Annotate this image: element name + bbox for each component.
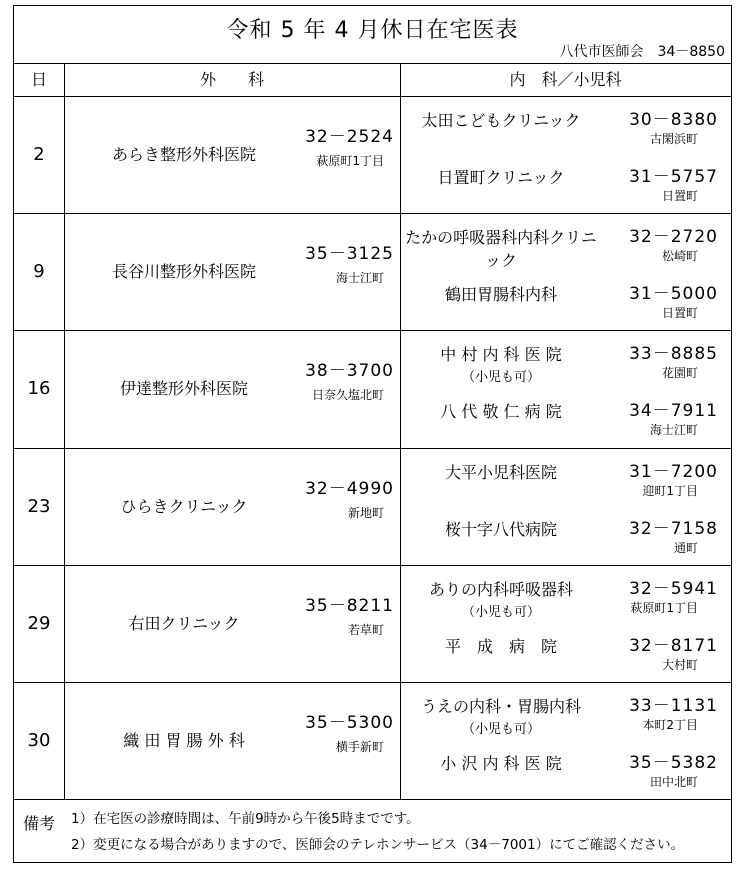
internal-clinic-phone: 31－7200 bbox=[629, 461, 718, 482]
surgery-clinic-name: 伊達整形外科医院 bbox=[119, 379, 248, 399]
day-number: 23 bbox=[27, 495, 51, 517]
day-number: 16 bbox=[27, 378, 51, 400]
internal-clinic-name: 大平小児科医院 bbox=[444, 462, 557, 482]
internal-clinic-address: 日置町 bbox=[661, 189, 698, 203]
internal-clinic-phone: 32－8171 bbox=[629, 635, 718, 656]
internal-clinic-phone: 34－7911 bbox=[629, 401, 718, 422]
internal-clinic-name: 八 代 敬 仁 病 院 bbox=[440, 402, 562, 422]
surgery-clinic-name: 長谷川整形外科医院 bbox=[111, 262, 256, 282]
surgery-clinic-address: 若草町 bbox=[347, 622, 384, 637]
title-row bbox=[14, 6, 731, 64]
internal-clinic-phone: 33－1131 bbox=[629, 696, 718, 716]
internal-clinic-phone: 35－5382 bbox=[629, 753, 718, 773]
note-1: 1）在宅医の診療時間は、午前9時から午後5時までです。 bbox=[71, 811, 420, 827]
surgery-clinic-address: 新地町 bbox=[347, 505, 384, 520]
internal-clinic-address: 大村町 bbox=[661, 657, 698, 672]
internal-clinic-name: 桜十字八代病院 bbox=[444, 519, 557, 539]
table-row bbox=[14, 565, 731, 683]
internal-clinic-name: 中 村 内 科 医 院 bbox=[440, 345, 562, 365]
internal-clinic-address: 迎町1丁目 bbox=[642, 483, 698, 498]
day-number: 9 bbox=[33, 261, 45, 283]
surgery-clinic-name: 右田クリニック bbox=[128, 613, 240, 633]
internal-clinic-phone: 32－2720 bbox=[629, 227, 718, 248]
header-day: 日 bbox=[30, 70, 47, 89]
internal-clinic-address: 通町 bbox=[673, 540, 698, 555]
surgery-clinic-address: 日奈久塩北町 bbox=[311, 388, 384, 403]
internal-clinic-note: （小児も可） bbox=[461, 604, 540, 620]
internal-clinic-phone: 31－5757 bbox=[629, 167, 718, 187]
internal-clinic-name: 小 沢 内 科 医 院 bbox=[440, 754, 562, 773]
internal-clinic-name: 太田こどもクリニック bbox=[421, 111, 581, 130]
internal-clinic-address: 日置町 bbox=[661, 306, 698, 321]
internal-clinic-address: 花園町 bbox=[661, 366, 698, 381]
surgery-clinic-address: 横手新町 bbox=[335, 740, 384, 754]
table-row bbox=[14, 213, 731, 331]
internal-clinic-name: 日置町クリニック bbox=[437, 168, 565, 187]
table-row bbox=[14, 96, 731, 214]
surgery-clinic-name: ひらきクリニック bbox=[120, 496, 248, 516]
internal-clinic-name: うえの内科・胃腸内科 bbox=[420, 697, 581, 716]
internal-clinic-note: （小児も可） bbox=[461, 370, 540, 386]
internal-clinic-address: 海士江町 bbox=[649, 423, 698, 438]
internal-clinic-address: 本町2丁目 bbox=[642, 718, 698, 732]
table-row bbox=[14, 448, 731, 566]
header-surgery: 外 科 bbox=[199, 70, 264, 89]
table-header bbox=[14, 63, 731, 97]
day-number: 29 bbox=[27, 612, 51, 634]
internal-clinic-name: たかの呼吸器科内科クリニック bbox=[405, 228, 597, 271]
notes-section bbox=[14, 799, 731, 862]
internal-clinic-address: 萩原町1丁目 bbox=[630, 600, 698, 615]
internal-clinic-name: 鶴田胃腸科内科 bbox=[444, 285, 557, 305]
internal-clinic-address: 松崎町 bbox=[661, 249, 698, 264]
surgery-clinic-phone: 38－3700 bbox=[305, 361, 394, 382]
surgery-clinic-phone: 32－2524 bbox=[305, 127, 394, 147]
internal-clinic-phone: 32－7158 bbox=[629, 518, 718, 539]
schedule-sheet bbox=[13, 5, 732, 863]
surgery-clinic-phone: 32－4990 bbox=[305, 478, 394, 499]
note-2: 2）変更になる場合がありますので、医師会のテレホンサービス（34－7001）にてご確認ください。 bbox=[71, 837, 685, 853]
internal-clinic-name: ありの内科呼吸器科 bbox=[428, 579, 573, 599]
table-row bbox=[14, 682, 731, 800]
day-number: 2 bbox=[33, 144, 45, 165]
surgery-clinic-phone: 35－8211 bbox=[305, 595, 394, 616]
internal-clinic-phone: 30－8380 bbox=[629, 110, 718, 130]
surgery-clinic-address: 萩原町1丁目 bbox=[316, 154, 384, 168]
internal-clinic-phone: 31－5000 bbox=[629, 284, 718, 305]
page-title: 令和 5 年 4 月休日在宅医表 bbox=[226, 18, 519, 43]
internal-clinic-address: 田中北町 bbox=[649, 775, 698, 789]
header-internal: 内 科／小児科 bbox=[509, 70, 622, 89]
table-row bbox=[14, 330, 731, 448]
association-contact: 八代市医師会 34－8850 bbox=[559, 44, 725, 60]
surgery-clinic-phone: 35－5300 bbox=[305, 713, 394, 733]
internal-clinic-phone: 32－5941 bbox=[629, 578, 718, 599]
surgery-clinic-name: 織 田 胃 腸 外 科 bbox=[123, 731, 245, 750]
internal-clinic-name: 平 成 病 院 bbox=[444, 636, 557, 656]
surgery-clinic-name: あらき整形外科医院 bbox=[111, 145, 256, 164]
internal-clinic-phone: 33－8885 bbox=[629, 344, 718, 365]
internal-clinic-address: 古閑浜町 bbox=[649, 132, 698, 146]
surgery-clinic-address: 海士江町 bbox=[335, 271, 384, 286]
surgery-clinic-phone: 35－3125 bbox=[305, 244, 394, 265]
internal-clinic-note: （小児も可） bbox=[461, 722, 540, 737]
day-number: 30 bbox=[27, 730, 51, 751]
notes-label: 備考 bbox=[22, 814, 55, 833]
